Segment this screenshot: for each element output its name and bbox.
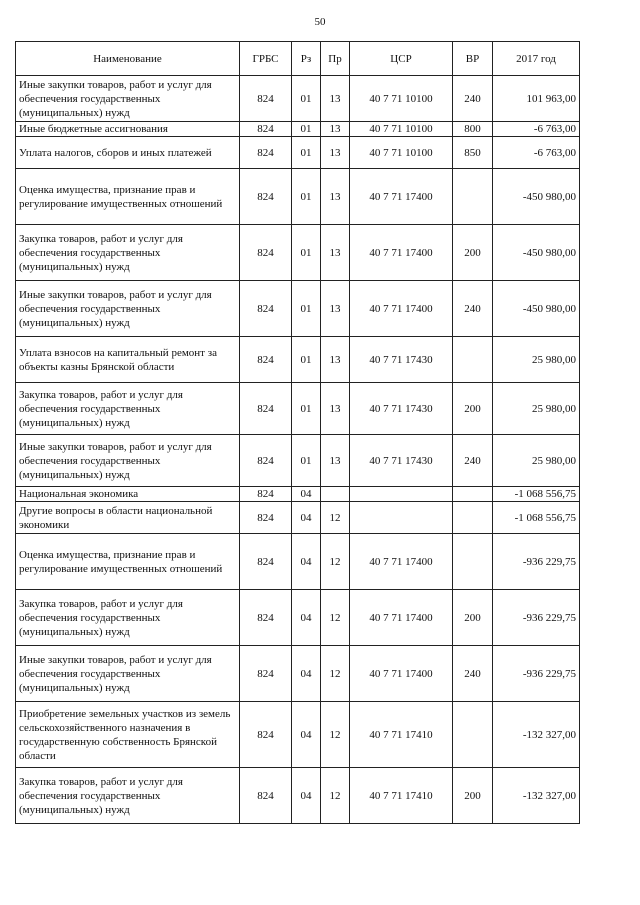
cell-rz: 04 (292, 646, 321, 702)
cell-grbs: 824 (240, 534, 292, 590)
cell-vr (453, 337, 493, 383)
table-header-row (16, 42, 580, 76)
cell-csr: 40 7 71 17430 (350, 383, 453, 435)
table-row (16, 337, 580, 383)
cell-pr: 12 (321, 702, 350, 768)
cell-amount: -450 980,00 (493, 169, 580, 225)
cell-amount: 101 963,00 (493, 76, 580, 122)
cell-vr: 200 (453, 383, 493, 435)
cell-name: Иные закупки товаров, работ и услуг для обеспечения государственных (муниципальных) нужд (16, 76, 240, 122)
table-row (16, 534, 580, 590)
cell-vr (453, 169, 493, 225)
cell-grbs: 824 (240, 502, 292, 534)
table-row (16, 590, 580, 646)
cell-amount: -1 068 556,75 (493, 502, 580, 534)
table-row (16, 435, 580, 487)
cell-amount: -936 229,75 (493, 534, 580, 590)
cell-pr: 13 (321, 281, 350, 337)
cell-rz: 04 (292, 487, 321, 502)
cell-rz: 01 (292, 225, 321, 281)
cell-grbs: 824 (240, 487, 292, 502)
cell-csr (350, 487, 453, 502)
cell-vr: 240 (453, 435, 493, 487)
cell-pr: 12 (321, 590, 350, 646)
cell-csr: 40 7 71 10100 (350, 122, 453, 137)
cell-rz: 04 (292, 702, 321, 768)
cell-csr: 40 7 71 17400 (350, 225, 453, 281)
table-row (16, 169, 580, 225)
cell-amount: 25 980,00 (493, 383, 580, 435)
cell-amount: -6 763,00 (493, 137, 580, 169)
table-row (16, 487, 580, 502)
cell-vr: 200 (453, 225, 493, 281)
cell-csr: 40 7 71 17430 (350, 435, 453, 487)
cell-name: Оценка имущества, признание прав и регулирование имущественных отношений (16, 534, 240, 590)
page-number: 50 (314, 16, 326, 28)
cell-pr: 12 (321, 768, 350, 824)
cell-csr: 40 7 71 17410 (350, 768, 453, 824)
cell-name: Другие вопросы в области национальной экономики (16, 502, 240, 534)
cell-csr: 40 7 71 10100 (350, 137, 453, 169)
cell-vr (453, 534, 493, 590)
cell-amount: -6 763,00 (493, 122, 580, 137)
cell-rz: 01 (292, 281, 321, 337)
cell-grbs: 824 (240, 225, 292, 281)
table-row (16, 768, 580, 824)
cell-name: Закупка товаров, работ и услуг для обеспечения государственных (муниципальных) нужд (16, 225, 240, 281)
header-csr: ЦСР (350, 42, 453, 76)
cell-grbs: 824 (240, 337, 292, 383)
cell-vr: 200 (453, 768, 493, 824)
cell-csr: 40 7 71 17400 (350, 590, 453, 646)
cell-vr (453, 502, 493, 534)
cell-name: Иные закупки товаров, работ и услуг для обеспечения государственных (муниципальных) нужд (16, 646, 240, 702)
cell-amount: -132 327,00 (493, 702, 580, 768)
cell-vr: 240 (453, 646, 493, 702)
cell-grbs: 824 (240, 590, 292, 646)
table-row (16, 502, 580, 534)
cell-rz: 01 (292, 435, 321, 487)
cell-grbs: 824 (240, 137, 292, 169)
cell-grbs: 824 (240, 169, 292, 225)
cell-vr: 240 (453, 76, 493, 122)
cell-pr: 13 (321, 225, 350, 281)
cell-amount: -936 229,75 (493, 646, 580, 702)
cell-pr: 13 (321, 76, 350, 122)
cell-vr: 240 (453, 281, 493, 337)
cell-csr: 40 7 71 17400 (350, 281, 453, 337)
cell-rz: 04 (292, 502, 321, 534)
cell-pr: 13 (321, 435, 350, 487)
cell-grbs: 824 (240, 646, 292, 702)
table-row (16, 225, 580, 281)
cell-rz: 01 (292, 383, 321, 435)
cell-pr: 13 (321, 383, 350, 435)
cell-grbs: 824 (240, 281, 292, 337)
cell-pr (321, 487, 350, 502)
cell-name: Уплата налогов, сборов и иных платежей (16, 137, 240, 169)
cell-name: Закупка товаров, работ и услуг для обеспечения государственных (муниципальных) нужд (16, 768, 240, 824)
cell-vr (453, 487, 493, 502)
cell-pr: 13 (321, 169, 350, 225)
budget-table (15, 41, 580, 824)
cell-pr: 13 (321, 337, 350, 383)
cell-name: Национальная экономика (16, 487, 240, 502)
header-name: Наименование (16, 42, 240, 76)
cell-pr: 12 (321, 502, 350, 534)
cell-amount: 25 980,00 (493, 337, 580, 383)
cell-pr: 12 (321, 646, 350, 702)
cell-vr: 850 (453, 137, 493, 169)
cell-rz: 04 (292, 534, 321, 590)
table-row (16, 76, 580, 122)
cell-vr: 800 (453, 122, 493, 137)
cell-name: Уплата взносов на капитальный ремонт за объекты казны Брянской области (16, 337, 240, 383)
cell-name: Оценка имущества, признание прав и регулирование имущественных отношений (16, 169, 240, 225)
cell-amount: -450 980,00 (493, 225, 580, 281)
cell-pr: 12 (321, 534, 350, 590)
cell-csr: 40 7 71 17400 (350, 646, 453, 702)
cell-name: Приобретение земельных участков из земель сельскохозяйственного назначения в государственную собственность Брянской области (16, 702, 240, 768)
cell-csr: 40 7 71 10100 (350, 76, 453, 122)
header-vr: ВР (453, 42, 493, 76)
table-row (16, 281, 580, 337)
cell-csr: 40 7 71 17400 (350, 534, 453, 590)
cell-amount: -936 229,75 (493, 590, 580, 646)
cell-rz: 01 (292, 122, 321, 137)
cell-name: Иные закупки товаров, работ и услуг для обеспечения государственных (муниципальных) нужд (16, 435, 240, 487)
cell-grbs: 824 (240, 768, 292, 824)
cell-vr (453, 702, 493, 768)
table-row (16, 383, 580, 435)
header-grbs: ГРБС (240, 42, 292, 76)
cell-csr: 40 7 71 17400 (350, 169, 453, 225)
cell-rz: 01 (292, 169, 321, 225)
cell-amount: -450 980,00 (493, 281, 580, 337)
table-row (16, 646, 580, 702)
cell-grbs: 824 (240, 122, 292, 137)
cell-rz: 01 (292, 137, 321, 169)
cell-rz: 01 (292, 76, 321, 122)
cell-grbs: 824 (240, 702, 292, 768)
cell-amount: -132 327,00 (493, 768, 580, 824)
cell-name: Закупка товаров, работ и услуг для обеспечения государственных (муниципальных) нужд (16, 590, 240, 646)
cell-rz: 04 (292, 768, 321, 824)
cell-pr: 13 (321, 137, 350, 169)
cell-csr (350, 502, 453, 534)
cell-name: Иные закупки товаров, работ и услуг для обеспечения государственных (муниципальных) нужд (16, 281, 240, 337)
table-row (16, 702, 580, 768)
header-rz: Рз (292, 42, 321, 76)
cell-grbs: 824 (240, 435, 292, 487)
cell-name: Закупка товаров, работ и услуг для обеспечения государственных (муниципальных) нужд (16, 383, 240, 435)
cell-amount: 25 980,00 (493, 435, 580, 487)
table-row (16, 137, 580, 169)
cell-rz: 04 (292, 590, 321, 646)
cell-name: Иные бюджетные ассигнования (16, 122, 240, 137)
table-row (16, 122, 580, 137)
header-pr: Пр (321, 42, 350, 76)
cell-pr: 13 (321, 122, 350, 137)
cell-amount: -1 068 556,75 (493, 487, 580, 502)
cell-csr: 40 7 71 17430 (350, 337, 453, 383)
cell-grbs: 824 (240, 76, 292, 122)
cell-csr: 40 7 71 17410 (350, 702, 453, 768)
cell-vr: 200 (453, 590, 493, 646)
cell-rz: 01 (292, 337, 321, 383)
cell-grbs: 824 (240, 383, 292, 435)
header-amount: 2017 год (493, 42, 580, 76)
